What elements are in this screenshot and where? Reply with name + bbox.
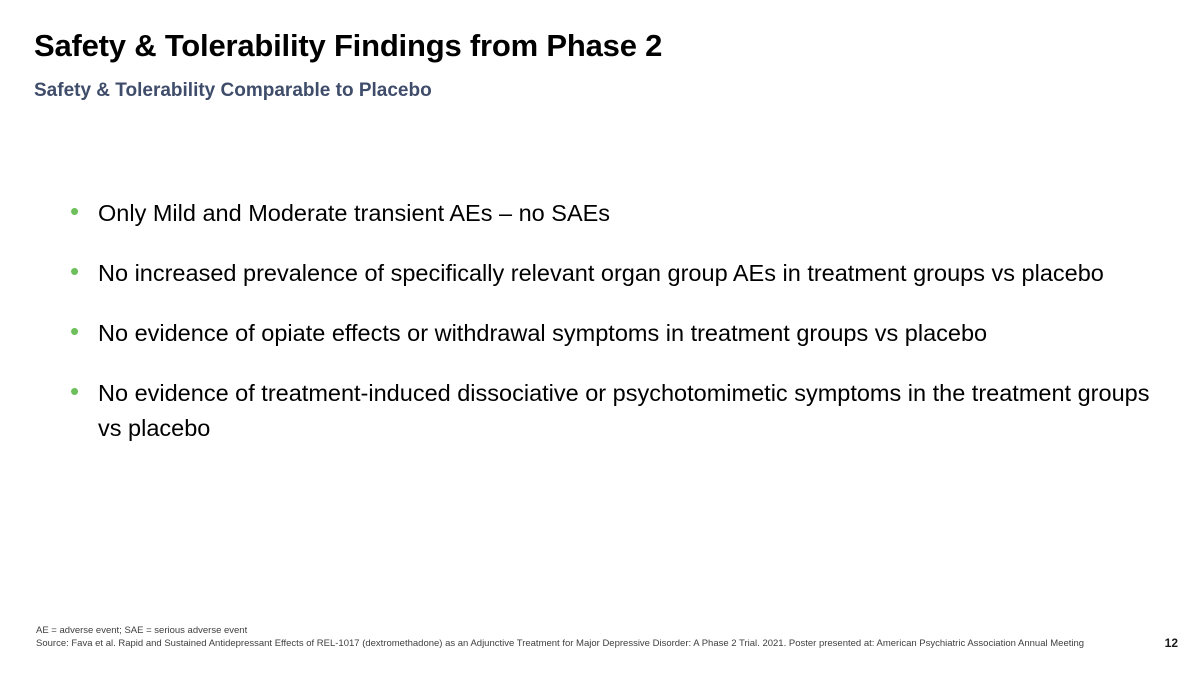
page-number: 12 <box>1164 636 1178 650</box>
bullet-point-icon: • <box>70 376 80 406</box>
footnote-source: Source: Fava et al. Rapid and Sustained Antidepressant Effects of REL-1017 (dextromethadone) as an Adjunctive Treatment for Major Depressive Disorder: A Phase 2 Trial. 2021. Poster presented at: American Psychiatric Association Annual Meeting <box>36 638 1085 649</box>
list-item <box>62 376 1152 446</box>
list-item <box>62 256 1152 291</box>
bullet-point-icon: • <box>70 196 80 226</box>
list-item-text: Only Mild and Moderate transient AEs – no SAEs <box>98 200 611 226</box>
page-subtitle: Safety & Tolerability Comparable to Placebo <box>34 80 432 101</box>
bullet-list <box>62 196 1152 471</box>
list-item-text: No evidence of treatment-induced dissociative or psychotomimetic symptoms in the treatment groups vs placebo <box>98 380 1150 441</box>
list-item-text: No increased prevalence of specifically relevant organ group AEs in treatment groups vs placebo <box>98 260 1104 286</box>
list-item <box>62 196 1152 231</box>
bullet-point-icon: • <box>70 316 80 346</box>
list-item <box>62 316 1152 351</box>
footnotes <box>36 624 1156 650</box>
list-item-text: No evidence of opiate effects or withdrawal symptoms in treatment groups vs placebo <box>98 320 988 346</box>
page-title: Safety & Tolerability Findings from Phase 2 <box>34 28 663 63</box>
bullet-point-icon: • <box>70 256 80 286</box>
footnote-abbreviations: AE = adverse event; SAE = serious adverse event <box>36 625 248 636</box>
